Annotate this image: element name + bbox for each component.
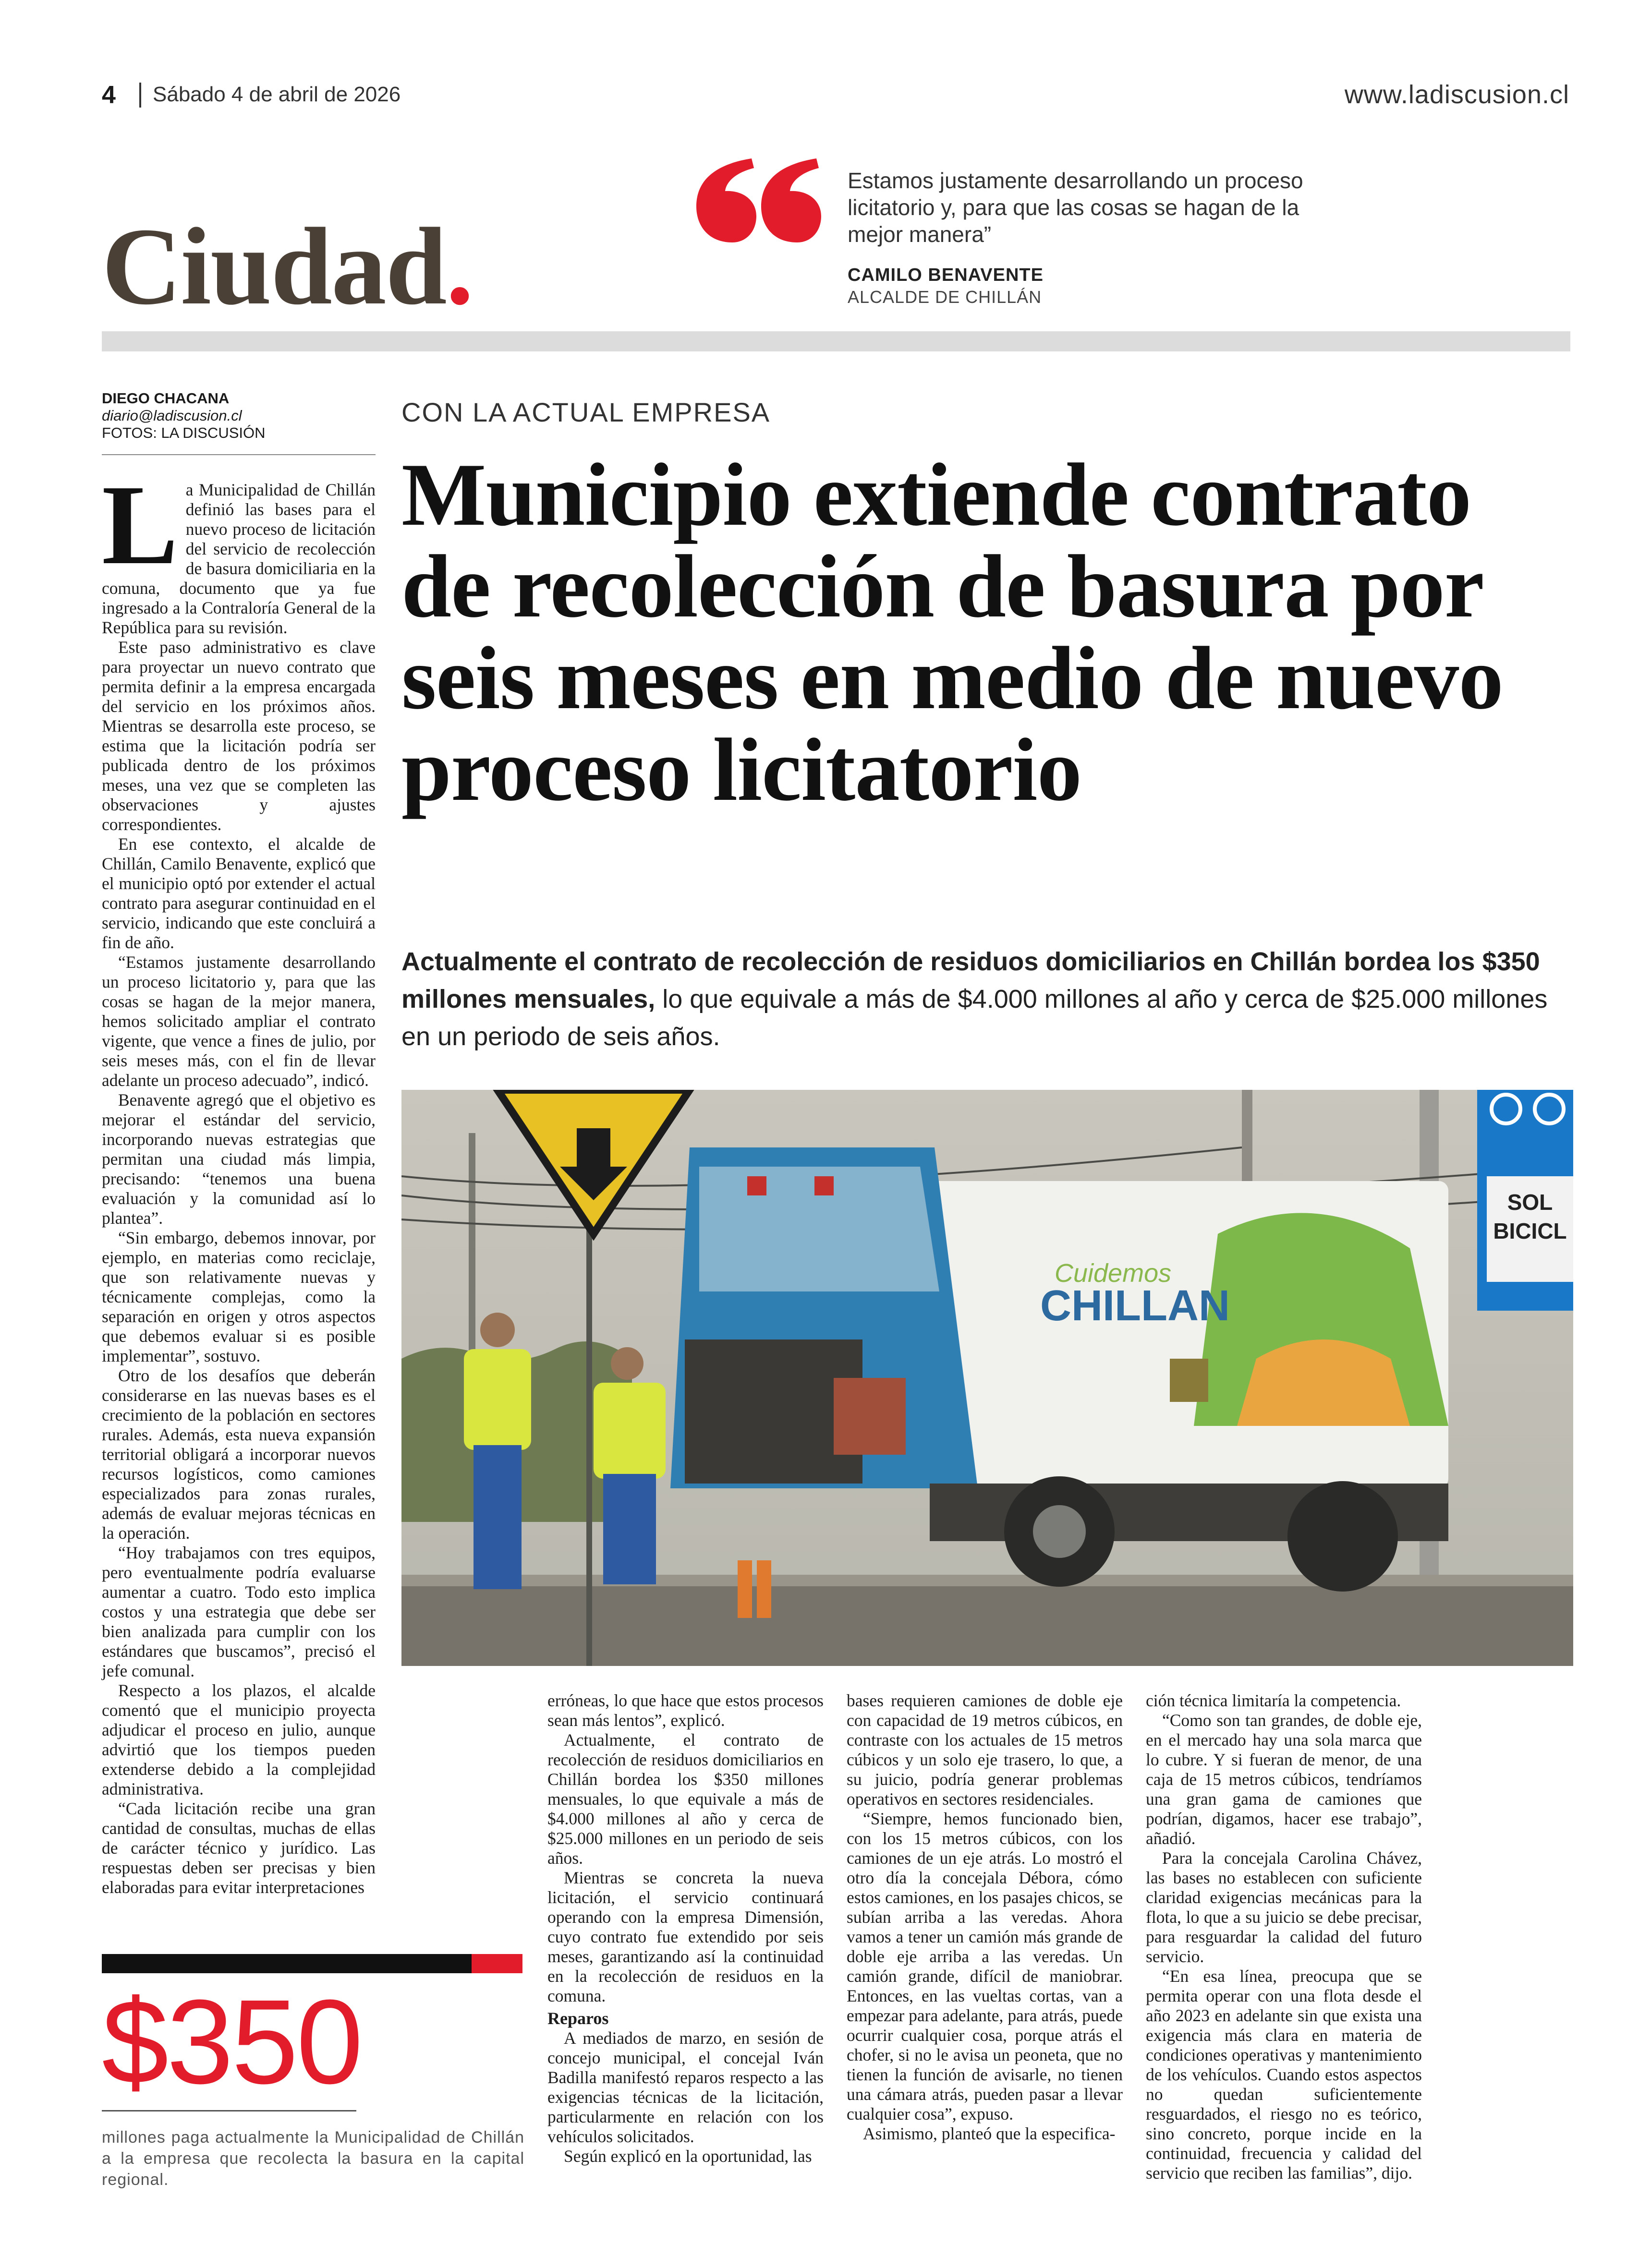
issue-date: Sábado 4 de abril de 2026	[153, 83, 401, 106]
drop-cap: L	[102, 462, 178, 588]
article-column-2	[547, 1691, 824, 2166]
article-kicker: CON LA ACTUAL EMPRESA	[401, 397, 771, 427]
photo-truck-label-small: Cuidemos	[1055, 1259, 1172, 1288]
article-deck-bold: Actualmente el contrato de recolección de residuos domiciliarios en Chillán bordea los $350 millones mensuales,	[401, 947, 1540, 1013]
photo-worker-1-vest	[464, 1349, 531, 1450]
photo-worker-2-vest	[594, 1383, 666, 1479]
article-deck-rest: lo que equivale a más de $4.000 millones al año y cerca de $25.000 millones en un periodo de seis años.	[401, 985, 1548, 1051]
photo-worker-2-pants	[603, 1474, 656, 1584]
paragraph: a Municipalidad de Chillán definió las bases para el nuevo proceso de licitación del servicio de recolección de basura domiciliaria en la comuna, documento que ya fue ingresado a la Contraloría General de la República para su revisión.	[102, 480, 376, 637]
paragraph: bases requieren camiones de doble eje con capacidad de 19 metros cúbicos, en contraste con los actuales de 15 metros cúbicos y un solo eje trasero, lo que, a su juicio, podría generar problemas operativos en sectores residenciales.	[847, 1691, 1123, 1809]
photo-worker-2-head	[611, 1347, 643, 1380]
paragraph: ción técnica limitaría la competencia.	[1146, 1691, 1401, 1710]
section-title	[102, 205, 473, 327]
paragraph: Respecto a los plazos, el alcalde comentó que el municipio proyecta adjudicar el proceso en julio, aunque advirtió que los tiempos pueden extenderse debido a la complejidad administrativa.	[102, 1681, 376, 1798]
byline-photo-credit: FOTOS: LA DISCUSIÓN	[102, 424, 266, 441]
paragraph: erróneas, lo que hace que estos procesos sean más lentos”, explicó.	[547, 1691, 824, 1730]
byline-divider	[102, 454, 376, 455]
photo-sign-text-2: BICICL	[1493, 1218, 1567, 1243]
article-column-1	[102, 462, 376, 1897]
paragraph: “Hoy trabajamos con tres equipos, pero eventualmente podría evaluarse aumentar a cuatro. Todo esto implica costos y una estrategia que debe ser bien analizada para cumplir con los estándares que buscamos”, precisó el jefe comunal.	[102, 1543, 376, 1680]
article-column-4	[1146, 1691, 1422, 2183]
section-divider-bar	[102, 331, 1570, 351]
photo-road	[401, 1584, 1573, 1666]
photo-sign-pole	[586, 1210, 592, 1666]
photo-cone	[738, 1560, 752, 1618]
paragraph: “Cada licitación recibe una gran cantidad de consultas, muchas de ellas de carácter técnico y jurídico. Las respuestas deben ser precisas y bien elaboradas para evitar interpretaciones	[102, 1799, 376, 1897]
paragraph: Actualmente, el contrato de recolección de residuos domiciliarios en Chillán bordea los $350 millones mensuales, lo que equivale a más de $4.000 millones al año y cerca de $25.000 millones en un periodo de seis años.	[547, 1730, 824, 1868]
photo-truck-label: CHILLAN	[1040, 1282, 1230, 1330]
header-divider	[139, 83, 141, 108]
quote-mark-icon	[696, 158, 821, 245]
photo-sign-text-1: SOL	[1507, 1190, 1553, 1215]
stat-divider	[102, 2110, 356, 2111]
byline-author: DIEGO CHACANA	[102, 390, 230, 407]
paragraph: Para la concejala Carolina Chávez, las bases no establecen con suficiente claridad exigencias mecánicas para la flota, lo que a su juicio se debe precisar, para resguardar la calidad del futuro servicio.	[1146, 1848, 1422, 1966]
paragraph: A mediados de marzo, en sesión de concejo municipal, el concejal Iván Badilla manifestó reparos respecto a las exigencias técnicas de la licitación, particularmente en relación con los vehículos solicitados.	[547, 2028, 824, 2146]
paragraph: Según explicó en la oportunidad, las	[564, 2147, 812, 2166]
pull-quote-text: Estamos justamente desarrollando un proceso licitatorio y, para que las cosas se hagan de la mejor manera”	[848, 168, 1303, 247]
paragraph: Benavente agregó que el objetivo es mejorar el estándar del servicio, incorporando nuevas estrategias que permitan una ciudad más limpia, precisando: “tenemos una buena evaluación y la comunidad así lo plantea”.	[102, 1090, 376, 1228]
paragraph: Mientras se concreta la nueva licitación, el servicio continuará operando con la empresa Dimensión, cuyo contrato fue extendido por seis meses, garantizando así la continuidad en la recolección de residuos en la comuna.	[547, 1868, 824, 2005]
subhead: Reparos	[547, 2009, 609, 2028]
article-photo	[401, 1090, 1573, 1666]
byline-email[interactable]: diario@ladiscusion.cl	[102, 407, 242, 424]
photo-truck-wheel-rear	[1287, 1481, 1398, 1592]
article-headline: Municipio extiende contrato de recolección de basura por seis meses en medio de nuevo proceso licitatorio	[401, 445, 1503, 820]
stat-number: $350	[102, 1975, 362, 2109]
section-title-dot: .	[446, 205, 473, 327]
section-title-text: Ciudad	[102, 205, 446, 327]
page-number: 4	[102, 81, 116, 109]
photo-truck-emblem	[1170, 1359, 1208, 1402]
article-deck	[401, 943, 1573, 1055]
photo-worker-1-pants	[473, 1445, 522, 1589]
photo-truck-light	[747, 1176, 766, 1195]
photo-truck-light-2	[814, 1176, 834, 1195]
photo-cone-2	[757, 1560, 771, 1618]
photo-curb	[401, 1575, 1573, 1586]
photo-truck-hub	[1033, 1505, 1086, 1558]
photo-crate	[834, 1378, 906, 1455]
pull-quote-author: CAMILO BENAVENTE	[848, 265, 1044, 285]
website-url[interactable]: www.ladiscusion.cl	[1344, 80, 1569, 109]
paragraph: “Estamos justamente desarrollando un proceso licitatorio y, para que las cosas se hagan de la mejor manera, hemos solicitado ampliar el contrato vigente, que vence a fines de julio, por seis meses más, con el fin de llevar adelante un proceso adecuado”, indicó.	[102, 953, 376, 1090]
paragraph: “Como son tan grandes, de doble eje, en el mercado hay una sola marca que lo cubre. Y si fueran de menor, de una caja de 15 metros cúbicos, tendríamos una gran gama de camiones que podrían, digamos, hacer ese trabajo”, añadió.	[1146, 1711, 1422, 1848]
paragraph: “En esa línea, preocupa que se permita operar con una flota desde el año 2023 en adelante sin que exista una exigencia más clara en materia de condiciones operativas y mantenimiento de los vehículos. Cuando estos aspectos no quedan suficientemente resguardados, el riesgo no es teórico, sino concreto, porque incide en la continuidad, frecuencia y calidad del servicio que reciben las familias”, dijo.	[1146, 1966, 1422, 2183]
article-column-3	[847, 1691, 1123, 2144]
stat-caption: millones paga actualmente la Municipalidad de Chillán a la empresa que recolecta la basura en la capital regional.	[102, 2128, 524, 2189]
paragraph: Otro de los desafíos que deberán considerarse en las nuevas bases es el crecimiento de la población en sectores rurales. Además, esta nueva expansión territorial obligará a incorporar nuevos recursos logísticos, como camiones especializados para zonas rurales, además de evaluar mejoras técnicas en la operación.	[102, 1366, 376, 1543]
paragraph: En ese contexto, el alcalde de Chillán, Camilo Benavente, explicó que el municipio optó por extender el actual contrato para asegurar continuidad en el servicio, indicando que este concluirá a fin de año.	[102, 834, 376, 952]
photo-worker-1-head	[480, 1313, 515, 1347]
stat-bar	[102, 1954, 472, 1973]
paragraph: “Siempre, hemos funcionado bien, con los 15 metros cúbicos, con los camiones de un eje atrás. Lo mostró el otro día la concejala Débora, cómo estos camiones, en los pasajes chicos, se subían arriba a las veredas. Ahora vamos a tener un camión más grande de doble eje arriba a las veredas. Un camión grande, difícil de maniobrar. Entonces, en las vueltas cortas, van a empezar para adelante, para atrás, puede ocurrir cualquier cosa, porque atrás el chofer, si no le avisa un peoneta, que no tienen la función de avisarle, no tienen una cámara atrás, pueden pasar a llevar cualquier cosa”, expuso.	[847, 1809, 1123, 2123]
paragraph: “Sin embargo, debemos innovar, por ejemplo, en materias como reciclaje, que son relativamente nuevas y técnicamente complejas, como la separación en origen y otros aspectos que debemos evaluar si es posible implementar”, sostuvo.	[102, 1228, 376, 1365]
stat-bar-accent	[472, 1954, 522, 1973]
paragraph: Este paso administrativo es clave para proyectar un nuevo contrato que permita definir a la empresa encargada del servicio en los próximos años. Mientras se desarrolla este proceso, se estima que la licitación podría ser publicada dentro de los próximos meses, una vez que se completen las observaciones y ajustes correspondientes.	[102, 638, 376, 834]
pull-quote-role: ALCALDE DE CHILLÁN	[848, 287, 1042, 307]
paragraph: Asimismo, planteó que la especifica-	[863, 2124, 1116, 2143]
